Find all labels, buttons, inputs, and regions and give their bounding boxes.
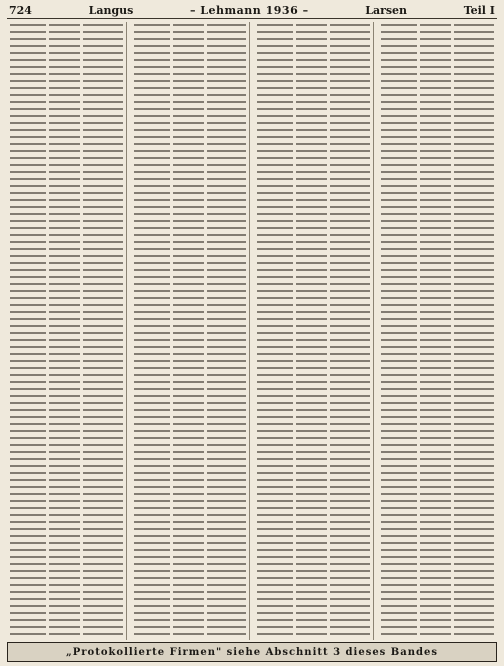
entry-column [378,22,498,640]
entry-column [254,22,374,640]
page-number: 724 [9,4,32,17]
illegible-text-block [381,24,495,640]
illegible-text-block [10,24,123,640]
section-label: Teil I [463,4,495,17]
entry-column [131,22,251,640]
footer-banner [7,642,497,662]
right-guide-word: Larsen [365,4,408,17]
page-header [7,4,497,19]
entry-columns [7,22,497,640]
left-guide-word: Langus [88,4,134,17]
entry-column [7,22,127,640]
directory-title: – Lehmann 1936 – [189,4,309,17]
illegible-text-block [257,24,370,640]
illegible-text-block [134,24,247,640]
footer-text: „Protokollierte Firmen" siehe Abschnitt 3 dieses Bandes [66,646,438,658]
